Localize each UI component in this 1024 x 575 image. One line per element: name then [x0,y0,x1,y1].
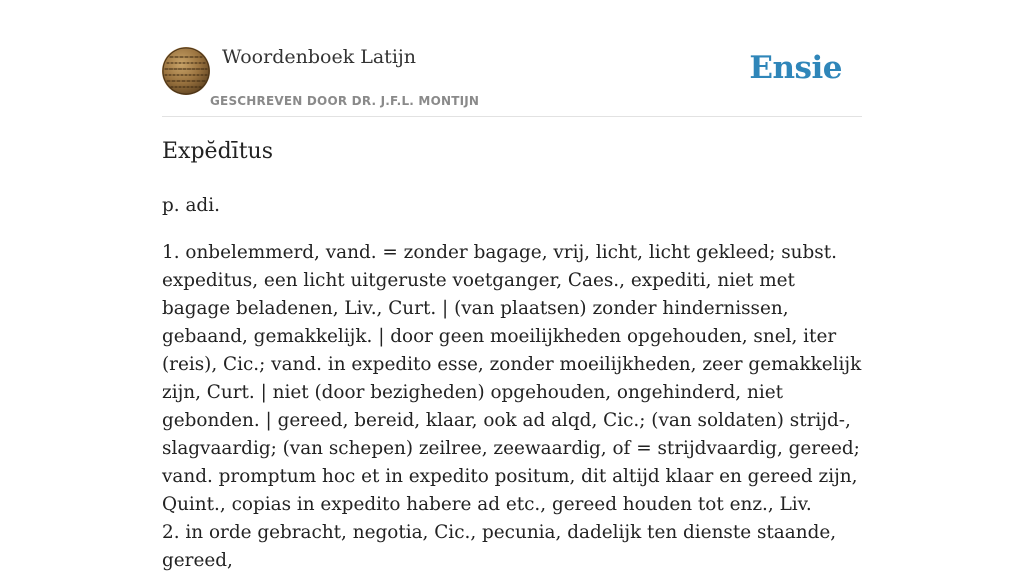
entry-grammar: p. adi. [162,195,220,216]
author-byline[interactable]: GESCHREVEN DOOR DR. J.F.L. MONTIJN [210,94,480,108]
dictionary-logo-icon[interactable] [162,47,210,95]
entry-definition: 1. onbelemmerd, vand. = zonder bagage, vrij, licht, licht gekleed; subst. expeditus, een licht uitgeruste voetganger, Caes., expediti, niet met bagage beladenen, Liv., Curt. | (van plaatsen) zonder hindernissen, gebaand, gemakkelijk. | door geen moeilijkheden opgehouden, snel, iter (reis), Cic.; vand. in expedito esse, zonder moeilijkheden, zeer gemakkelijk zijn, Curt. | niet (door bezigheden) opgehouden, ongehinderd, niet gebonden. | gereed, bereid, klaar, ook ad alqd, Cic.; (van soldaten) strijd-, slagvaardig; (van schepen) zeilree, zeewaardig, of = strijdvaardig, gereed; vand. promptum hoc et in expedito positum, dit altijd klaar en gereed zijn, Quint., copias in expedito habere ad etc., gereed houden tot enz., Liv. [162,242,862,515]
entry-title: Expĕdītus [162,139,273,164]
entry-content [162,192,864,575]
inscription-coin-icon [162,47,210,95]
entry-definition: 2. in orde gebracht, negotia, Cic., pecunia, dadelijk ten dienste staande, gereed, [162,522,837,571]
dictionary-title[interactable]: Woordenboek Latijn [222,46,417,68]
brand-logo-link[interactable]: Ensie [749,50,842,86]
site-header [162,44,862,117]
